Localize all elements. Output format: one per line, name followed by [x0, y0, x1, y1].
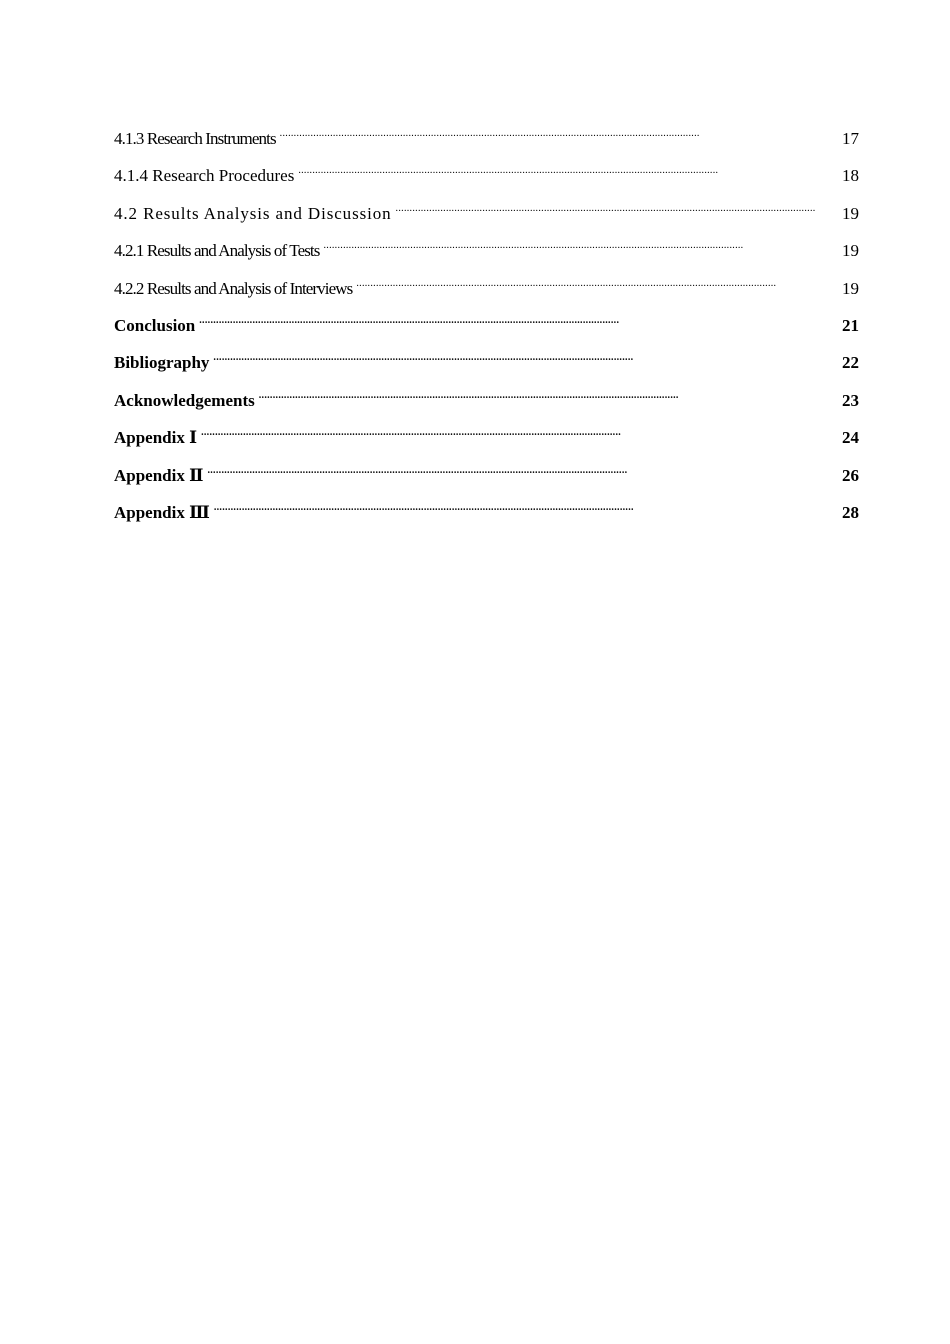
toc-entry-results-analysis-tests[interactable] — [114, 232, 859, 269]
dot-leader — [201, 419, 837, 443]
toc-entry-title: Conclusion — [114, 315, 196, 335]
dot-leader — [396, 195, 837, 219]
toc-entry-appendix-2[interactable] — [114, 457, 859, 494]
toc-entry-page-number: 23 — [842, 390, 859, 410]
toc-entry-title: Bibliography — [114, 353, 210, 373]
toc-entry-bibliography[interactable] — [114, 344, 859, 381]
toc-entry-title: 4.1.4 Research Procedures — [114, 166, 295, 186]
toc-entry-title: 4.2.2 Results and Analysis of Interviews — [114, 278, 353, 298]
toc-entry-page-number: 18 — [842, 166, 859, 186]
toc-entry-conclusion[interactable] — [114, 307, 859, 344]
toc-entry-page-number: 19 — [842, 203, 859, 223]
toc-entry-research-procedures[interactable] — [114, 157, 859, 194]
toc-entry-page-number: 22 — [842, 353, 859, 373]
dot-leader — [199, 307, 837, 331]
dot-leader — [356, 270, 831, 294]
dot-leader — [214, 494, 837, 518]
toc-entry-title: 4.2 Results Analysis and Discussion — [114, 203, 392, 223]
toc-entry-page-number: 21 — [842, 315, 859, 335]
toc-entry-appendix-3[interactable] — [114, 494, 859, 531]
dot-leader — [323, 232, 831, 256]
dot-leader — [207, 457, 831, 481]
toc-entry-title: Appendix Ⅱ — [114, 465, 204, 485]
toc-entry-title: Appendix Ⅲ — [114, 502, 210, 522]
dot-leader — [259, 382, 837, 406]
toc-entry-page-number: 19 — [842, 241, 859, 261]
toc-entry-page-number: 19 — [842, 278, 859, 298]
toc-entry-title: 4.2.1 Results and Analysis of Tests — [114, 241, 320, 261]
dot-leader — [298, 157, 837, 181]
toc-entry-research-instruments[interactable] — [114, 120, 859, 157]
toc-entry-acknowledgements[interactable] — [114, 382, 859, 419]
toc-entry-title: Appendix Ⅰ — [114, 428, 198, 448]
table-of-contents — [114, 120, 859, 531]
dot-leader — [213, 344, 831, 368]
toc-entry-page-number: 28 — [842, 502, 859, 522]
toc-entry-results-analysis-discussion[interactable] — [114, 195, 859, 232]
toc-entry-title: 4.1.3 Research Instruments — [114, 129, 276, 148]
toc-entry-results-analysis-interviews[interactable] — [114, 270, 859, 307]
toc-entry-page-number: 17 — [842, 129, 859, 148]
toc-entry-page-number: 26 — [842, 465, 859, 485]
toc-entry-page-number: 24 — [842, 428, 859, 448]
toc-entry-appendix-1[interactable] — [114, 419, 859, 456]
dot-leader — [280, 120, 831, 144]
toc-entry-title: Acknowledgements — [114, 390, 255, 410]
